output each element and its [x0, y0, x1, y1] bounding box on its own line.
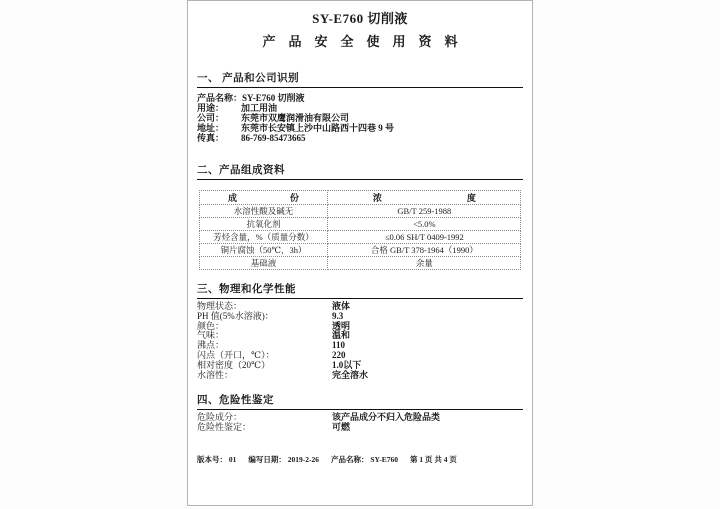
- prop-label: 物理状态：: [197, 301, 243, 311]
- prop-water-solubility: [197, 371, 523, 381]
- prop-label: 水溶性：: [197, 369, 234, 380]
- prop-label: 沸点：: [197, 340, 225, 351]
- cell-concentration: ≤0.06 SH/T 0409-1992: [328, 231, 521, 244]
- cell-component: 基础液: [199, 257, 328, 270]
- table-row: [199, 231, 521, 244]
- hazard-label: 危险性鉴定：: [197, 422, 252, 433]
- prop-label: 颜色：: [197, 320, 225, 331]
- field-value: 86-769-85473665: [241, 133, 306, 143]
- document-page: [187, 0, 533, 506]
- section4-heading: 四、危险性鉴定: [197, 392, 523, 410]
- composition-table: [199, 190, 522, 270]
- cell-concentration: GB/T 259-1988: [328, 205, 521, 218]
- header-concentration: [328, 191, 521, 205]
- footer-date-value: 2019-2-26: [287, 455, 319, 464]
- prop-value: 1.0以下: [332, 359, 362, 370]
- field-label: 传真：: [197, 133, 225, 143]
- section1-fields: [197, 93, 523, 143]
- field-product-name: [197, 93, 523, 103]
- table-row: [199, 257, 521, 270]
- cell-concentration: 合格 GB/T 378-1964（1990）: [328, 244, 521, 257]
- header-char: 份: [289, 193, 299, 203]
- header-char: 度: [466, 193, 476, 203]
- field-label: 产品名称：: [197, 93, 243, 103]
- hazard-label: 危险成分：: [197, 412, 243, 423]
- header-component: [199, 191, 328, 205]
- header-char: 成: [228, 193, 238, 203]
- field-label: 公司：: [197, 113, 225, 123]
- field-value: 东莞市双鹰润滑油有限公司: [241, 113, 350, 123]
- cell-component: 铜片腐蚀（50℃，3h）: [199, 244, 328, 257]
- table-row: [199, 205, 521, 218]
- prop-label: 闪点（开口，℃）：: [197, 349, 275, 360]
- prop-label: 气味：: [197, 330, 225, 341]
- field-usage: [197, 103, 523, 113]
- prop-label: 相对密度（20℃）: [197, 359, 271, 370]
- prop-odor: [197, 331, 523, 341]
- section3-heading: 三、物理和化学性能: [197, 281, 523, 299]
- document-title: SY-E760 切削液: [312, 11, 408, 26]
- prop-value: 透明: [332, 320, 351, 331]
- footer-version-value: 01: [228, 455, 237, 464]
- footer-product-label: 产品名称：: [331, 455, 369, 464]
- field-address: [197, 123, 523, 133]
- section4-items: [197, 413, 523, 433]
- footer-date: [248, 455, 319, 464]
- footer-date-label: 编写日期：: [248, 455, 286, 464]
- field-value: 东莞市长安镇上沙中山路西十四巷 9 号: [241, 123, 395, 133]
- document-subtitle: 产品安全使用资料: [262, 34, 471, 49]
- prop-value: 9.3: [332, 310, 344, 321]
- footer-version: [197, 455, 236, 464]
- footer-product: [331, 455, 398, 464]
- field-value: 加工用油: [241, 103, 278, 113]
- field-label: 地址：: [197, 123, 225, 133]
- prop-ph: [197, 312, 523, 322]
- field-fax: [197, 133, 523, 143]
- prop-value: 温和: [332, 330, 351, 341]
- prop-label: PH 值(5%水溶液)：: [197, 310, 274, 321]
- table-header-row: [199, 191, 521, 205]
- hazard-value: 可燃: [332, 422, 351, 433]
- hazard-identification: [197, 423, 523, 433]
- field-label: 用途：: [197, 103, 225, 113]
- footer-page-info: 第 1 页 共 4 页: [410, 455, 457, 464]
- section3-properties: [197, 302, 523, 380]
- prop-value: 220: [332, 349, 346, 360]
- prop-value: 液体: [332, 301, 351, 311]
- prop-value: 110: [332, 340, 346, 351]
- section1-heading: 一、 产品和公司识别: [197, 70, 523, 88]
- table-row: [199, 244, 521, 257]
- prop-color: [197, 322, 523, 332]
- cell-concentration: 余量: [328, 257, 521, 270]
- field-company: [197, 113, 523, 123]
- cell-component: 水溶性酸及碱无: [199, 205, 328, 218]
- footer-version-label: 版本号：: [197, 455, 227, 464]
- header-char: 浓: [372, 193, 382, 203]
- field-value: SY-E760 切削液: [242, 93, 305, 103]
- hazard-value: 该产品成分不归入危险品类: [332, 412, 441, 423]
- prop-value: 完全溶水: [332, 369, 369, 380]
- footer-product-value: SY-E760: [370, 455, 399, 464]
- section2-heading: 二、产品组成资料: [197, 162, 523, 180]
- page-footer: [197, 455, 523, 464]
- cell-component: 抗氧化剂: [199, 218, 328, 231]
- cell-component: 芳烃含量，%（质量分数）: [199, 231, 328, 244]
- table-row: [199, 218, 521, 231]
- cell-concentration: <5.0%: [328, 218, 521, 231]
